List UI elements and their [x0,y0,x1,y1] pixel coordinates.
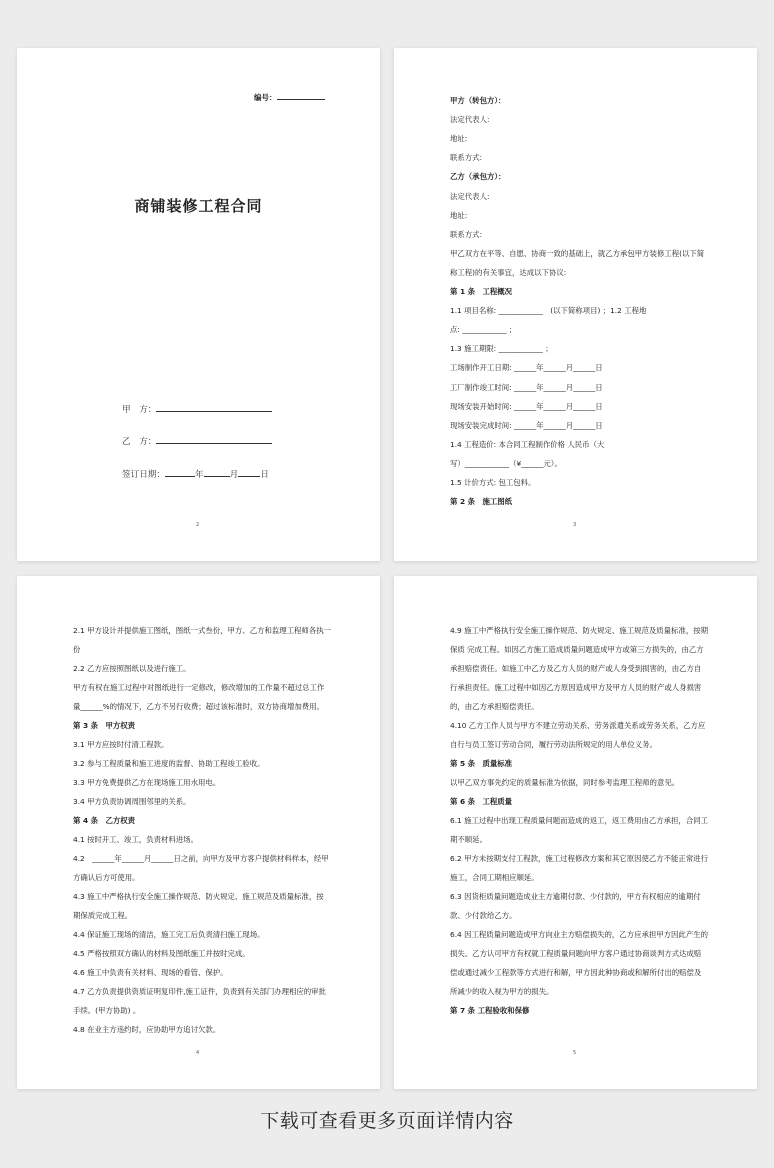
text-line: 第 2 条 施工图纸 [450,497,513,507]
text-line: 3.3 甲方免费提供乙方在现场施工用水用电。 [73,778,221,787]
month-blank [204,475,230,477]
page-number: 4 [196,1050,200,1056]
party-b-sign-line [122,435,272,447]
text-line: 6.3 因货柜质量问题造成业主方逾期付款、少付款的，甲方有权相应的逾期付 [450,892,701,901]
text-line: 写）____________（¥______元）。 [450,458,562,468]
document-title: 商铺装修工程合同 [134,197,263,215]
text-line: 2.2 乙方应按照图纸以及进行施工。 [73,664,191,673]
text-line: 所减少的收入视为甲方的损失。 [450,987,554,996]
contract-number-field [254,92,325,103]
contract-page-cover [17,48,380,561]
text-line: 4.9 施工中严格执行安全施工操作规范、防火规定、施工规范及质量标准，按期 [450,626,708,635]
text-line: 3.2 参与工程质量和施工进度的监督、协助工程竣工验收。 [73,759,265,768]
sign-date-label: 签订日期： [122,470,165,480]
text-line: 期保质完成工程。 [73,911,133,920]
text-line: 3.1 甲方应按时付清工程款。 [73,740,169,749]
text-line: 法定代表人: [450,191,490,201]
sign-date-line [122,468,269,480]
text-line: 4.6 施工中负责有关材料、现场的看管、保护。 [73,968,228,977]
text-line: 现场安装开始时间: ______年______月______日 [450,401,603,411]
text-line: 4.7 乙方负责提供资质证明复印件,施工证件，负责到有关部门办理相应的审批 [73,987,326,996]
text-line: 方确认后方可使用。 [73,873,140,882]
text-line: 承担赔偿责任。如施工中乙方及乙方人员的财产或人身受到损害的，由乙方自 [450,664,702,673]
text-line: 点: ____________ ； [450,325,517,335]
day-blank [238,475,260,477]
contract-page-4 [17,576,380,1089]
text-line: 法定代表人: [450,115,490,125]
party-a-sign-line [122,403,272,415]
contract-number-label: 编号： [254,93,277,102]
text-line: 6.2 甲方未按期支付工程款，施工过程修改方案和其它原因使乙方不能正常进行 [450,854,708,863]
text-line: 的，由乙方承担赔偿责任。 [450,702,539,711]
text-line: 4.3 施工中严格执行安全施工操作规范、防火规定、施工规范及质量标准，按 [73,892,324,901]
text-line: 2.1 甲方设计并提供施工图纸，图纸一式叁份，甲方、乙方和监理工程师各执一 [73,626,331,635]
text-line: 乙方（承包方）： [450,172,506,182]
party-a-blank [156,410,272,412]
download-caption: 下载可查看更多页面详情内容 [260,1110,514,1132]
text-line: 甲方（转包方）： [450,96,506,105]
text-line: 施工，合同工期相应顺延。 [450,873,539,882]
text-line: 第 3 条 甲方权责 [73,721,136,730]
day-label: 日 [260,470,269,480]
year-blank [165,475,195,477]
text-line: 4.2 ______年______月______日之前，向甲方及甲方客户提供材料样本，经甲 [73,854,329,863]
text-line: 偿或通过减少工程款等方式进行和解，甲方因此种协商或和解所付出的赔偿及 [450,968,702,977]
text-line: 3.4 甲方负责协调周围邻里的关系。 [73,797,191,806]
year-label: 年 [194,470,204,480]
text-line: 工厂制作竣工时间: ______年______月______日 [450,382,603,392]
text-line: 量______%的情况下，乙方不另行收费；超过该标准时，双方协商增加费用。 [73,702,324,711]
text-line: 期不顺延。 [450,835,487,844]
text-line: 甲方有权在施工过程中对图纸进行一定修改，修改增加的工作量不超过总工作 [73,683,325,692]
text-line: 联系方式: [450,229,483,239]
page-number: 2 [196,522,200,528]
text-line: 损失。乙方认可甲方有权就工程质量问题向甲方客户通过协商谈判方式达成赔 [450,949,702,958]
text-line: 手续。(甲方协助) 。 [73,1006,141,1015]
text-line: 4.8 在业主方违约时，应协助甲方追讨欠款。 [73,1025,221,1034]
text-line: 份 [73,645,81,654]
text-line: 6.4 因工程质量问题造成甲方向业主方赔偿损失的，乙方应承担甲方因此产生的 [450,930,708,939]
party-b-blank [156,442,272,444]
text-line: 第 7 条 工程验收和保修 [450,1006,530,1015]
text-line: 1.3 施工期限: ____________ ； [450,344,553,354]
page-number: 3 [573,522,577,528]
text-line: 行承担责任。施工过程中如因乙方原因造成甲方及甲方人员的财产或人身损害 [450,683,702,692]
text-line: 甲乙双方在平等、自愿、协商一致的基础上，就乙方承包甲方装修工程(以下简 [450,248,705,258]
text-line: 4.5 严格按照双方确认的材料及图纸施工并按时完成。 [73,949,250,958]
text-line: 现场安装完成时间: ______年______月______日 [450,420,603,430]
text-line: 1.1 项目名称: ____________ (以下简称项目) ；1.2 工程地 [450,306,647,316]
text-line: 自行与员工签订劳动合同，履行劳动法所规定的用人单位义务。 [450,740,657,749]
month-label: 月 [229,470,239,480]
text-line: 1.5 计价方式: 包工包料。 [450,478,536,487]
party-b-label: 乙 方： [122,437,157,447]
text-line: 保质 完成工程。如因乙方施工造成质量问题造成甲方或第三方损失的，由乙方 [450,645,704,654]
contract-page-3 [394,48,757,561]
text-line: 以甲乙双方事先约定的质量标准为依据，同时参考监理工程师的意见。 [450,778,680,787]
text-line: 第 5 条 质量标准 [450,759,513,768]
text-line: 联系方式: [450,153,483,163]
text-line: 第 1 条 工程概况 [450,287,513,296]
text-line: 第 6 条 工程质量 [450,797,513,806]
text-line: 4.4 保证施工现场的清洁，施工完工后负责清扫施工现场。 [73,930,265,939]
text-line: 4.1 按时开工、竣工，负责材料进场。 [73,835,198,844]
text-line: 第 4 条 乙方权责 [73,816,136,825]
party-a-label: 甲 方： [122,405,157,415]
page-number: 5 [573,1050,577,1056]
text-line: 地址: [450,210,468,220]
text-line: 款、少付款给乙方。 [450,911,517,920]
text-line: 4.10 乙方工作人员与甲方不建立劳动关系、劳务派遣关系或劳务关系，乙方应 [450,721,706,730]
text-line: 工场制作开工日期: ______年______月______日 [450,363,603,373]
contract-page-5 [394,576,757,1089]
text-line: 地址: [450,134,468,144]
text-line: 称工程)的有关事宜，达成以下协议: [450,267,567,277]
text-line: 6.1 施工过程中出现工程质量问题而造成的返工，返工费用由乙方承担，合同工 [450,816,708,825]
contract-number-blank [277,98,325,100]
text-line: 1.4 工程造价: 本合同工程制作价格 人民币（大 [450,439,605,449]
